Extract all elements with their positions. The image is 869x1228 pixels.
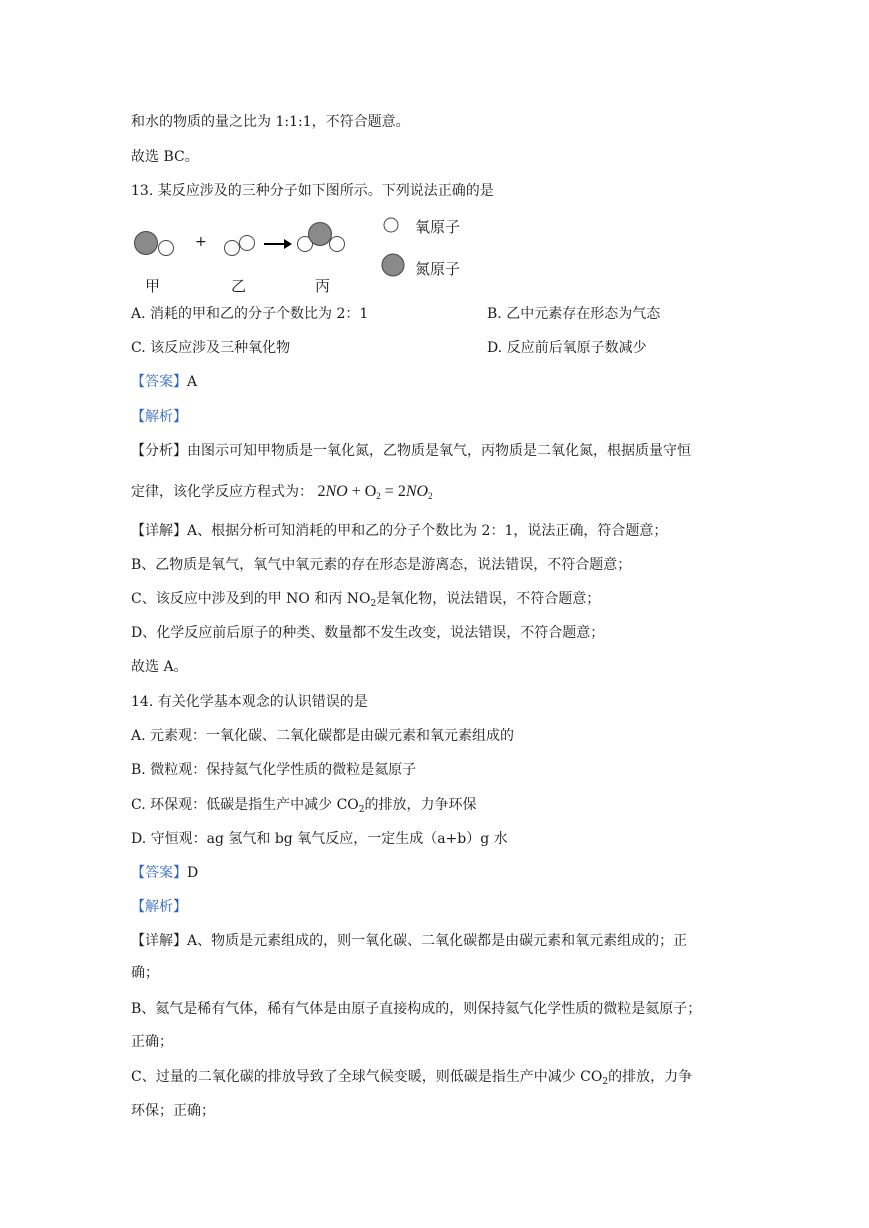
arrow-head <box>284 239 292 249</box>
detail-13-c: C、该反应中涉及到的甲 NO 和丙 $NO_2$是氧化物，说法错误，不符合题意； <box>131 591 601 609</box>
legend-nitrogen-atom <box>382 254 404 276</box>
detail-14-b-line2: 正确； <box>131 1034 173 1050</box>
answer-14 <box>131 863 198 883</box>
choose-a: 故选 A。 <box>131 659 188 675</box>
detail-14-c-line2: 环保；正确； <box>131 1103 215 1119</box>
reaction-diagram <box>131 212 491 300</box>
label-jia: 甲 <box>145 277 161 295</box>
analysis-tag-13: 【解析】 <box>131 409 187 425</box>
line-ratio: 和水的物质的量之比为 1:1:1，不符合题意。 <box>131 114 410 130</box>
answer-13 <box>131 372 197 392</box>
analysis-13-line1: 【分析】由图示可知甲物质是一氧化氮，乙物质是氧气，丙物质是二氧化氮，根据质量守恒 <box>131 443 691 459</box>
label-yi: 乙 <box>231 277 247 295</box>
answer-value: A <box>187 374 198 390</box>
question-13: 13. 某反应涉及的三种分子如下图所示。下列说法正确的是 <box>131 183 494 199</box>
detail-14-a-line2: 确； <box>131 965 159 981</box>
option-14-c: C. 环保观：低碳是指生产中减少 $CO_2$的排放，力争环保 <box>131 797 477 815</box>
detail-13-b: B、乙物质是氧气，氧气中氧元素的存在形态是游离态，说法错误，不符合题意； <box>131 557 632 573</box>
detail-14-c-line1: C、过量的二氧化碳的排放导致了全球气候变暖，则低碳是指生产中减少 $CO_2$的排放，力争 <box>131 1069 693 1087</box>
nitrogen-atom <box>309 223 332 246</box>
answer-tag: 【答案】 <box>131 865 187 881</box>
oxygen-atom <box>159 241 174 256</box>
label-bing: 丙 <box>315 277 331 295</box>
option-13-a: A. 消耗的甲和乙的分子个数比为 2：1 <box>131 306 369 322</box>
oxygen-atom <box>330 237 345 252</box>
question-14: 14. 有关化学基本观念的认识错误的是 <box>131 694 368 710</box>
oxygen-atom <box>240 236 255 251</box>
option-14-b: B. 微粒观：保持氦气化学性质的微粒是氦原子 <box>131 762 417 778</box>
legend-oxygen-atom <box>384 218 398 232</box>
option-14-d: D. 守恒观：ag 氢气和 bg 氧气反应，一定生成（a+b）g 水 <box>131 831 508 847</box>
option-14-a: A. 元素观：一氧化碳、二氧化碳都是由碳元素和氧元素组成的 <box>131 728 515 744</box>
equation-intro: 定律，该化学反应方程式为： <box>131 484 313 500</box>
oxygen-atom <box>225 241 240 256</box>
line-choose-bc: 故选 BC。 <box>131 149 199 165</box>
answer-value: D <box>187 865 199 881</box>
answer-tag: 【答案】 <box>131 374 187 390</box>
legend-oxygen-label: 氧原子 <box>415 218 461 236</box>
diagram-plus: + <box>195 234 207 250</box>
analysis-tag-14: 【解析】 <box>131 899 187 915</box>
option-13-d: D. 反应前后氧原子数减少 <box>487 340 647 356</box>
option-13-b: B. 乙中元素存在形态为气态 <box>487 306 661 322</box>
legend-nitrogen-label: 氮原子 <box>415 260 461 278</box>
detail-14-b-line1: B、氦气是稀有气体，稀有气体是由原子直接构成的，则保持氦气化学性质的微粒是氦原子； <box>131 1001 702 1017</box>
detail-13-d: D、化学反应前后原子的种类、数量都不发生改变，说法错误，不符合题意； <box>131 625 605 641</box>
nitrogen-atom <box>135 232 158 255</box>
analysis-13-line2 <box>131 482 433 506</box>
detail-13-a: 【详解】A、根据分析可知消耗的甲和乙的分子个数比为 2：1，说法正确，符合题意； <box>131 523 668 539</box>
chemical-equation: $2NO + O_2 = 2NO_2$ <box>317 483 433 501</box>
option-13-c: C. 该反应涉及三种氧化物 <box>131 340 291 356</box>
detail-14-a-line1: 【详解】A、物质是元素组成的，则一氧化碳、二氧化碳都是由碳元素和氧元素组成的；正 <box>131 933 688 949</box>
